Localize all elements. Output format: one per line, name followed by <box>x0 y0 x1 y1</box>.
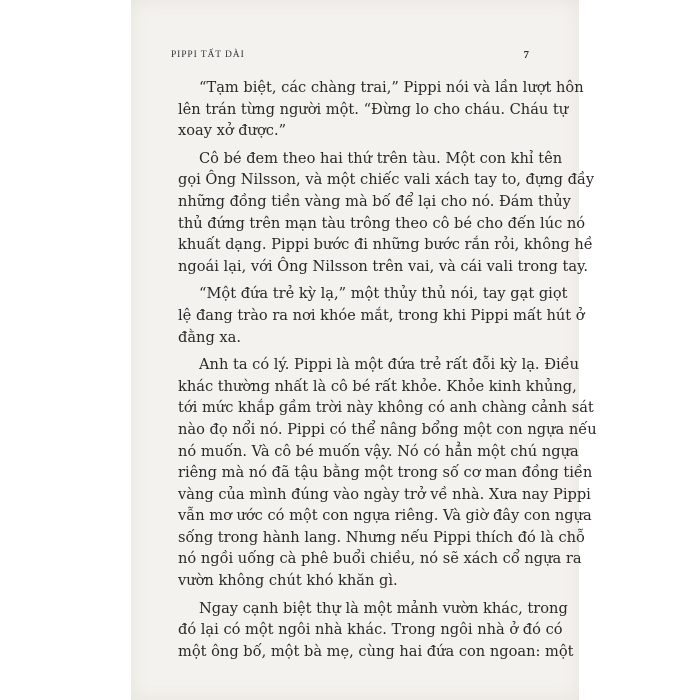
text-line: một ông bố, một bà mẹ, cùng hai đứa con ngoan: một <box>178 642 574 660</box>
paragraph-1 <box>178 77 584 142</box>
text-line: lệ đang trào ra nơi khóe mắt, trong khi Pippi mất hút ở <box>178 306 585 324</box>
text-line: riêng mà nó đã tậu bằng một trong số cơ man đồng tiền <box>178 464 593 482</box>
text-line: những đồng tiền vàng mà bố để lại cho nó. Đám thủy <box>178 192 571 210</box>
text-line: nào đọ nổi nó. Pippi có thể nâng bổng một con ngựa nếu <box>178 420 597 438</box>
text-line: lên trán từng người một. “Đừng lo cho cháu. Cháu tự <box>178 100 569 118</box>
text-line: Anh ta có lý. Pippi là một đứa trẻ rất đỗi kỳ lạ. Điều <box>199 356 580 374</box>
page-number: 7 <box>523 49 529 61</box>
paragraph-4 <box>178 354 597 592</box>
body-text <box>178 77 597 668</box>
paragraph-3 <box>178 283 585 348</box>
text-line: thủ đứng trên mạn tàu trông theo cô bé cho đến lúc nó <box>178 214 586 232</box>
text-line: ngoái lại, với Ông Nilsson trên vai, và cái vali trong tay. <box>178 257 589 275</box>
text-line: vẫn mơ ước có một con ngựa riêng. Và giờ đây con ngựa <box>178 507 592 525</box>
text-line: Cô bé đem theo hai thứ trên tàu. Một con khỉ tên <box>199 149 563 167</box>
text-line: khác thường nhất là cô bé rất khỏe. Khỏe kinh khủng, <box>178 377 577 395</box>
text-line: nó ngồi uống cà phê buổi chiều, nó sẽ xách cổ ngựa ra <box>178 550 582 568</box>
book-page <box>131 0 597 700</box>
text-line: sống trong hành lang. Nhưng nếu Pippi thích đó là chỗ <box>178 528 585 546</box>
text-line: nó muốn. Và cô bé muốn vậy. Nó có hẳn một chú ngựa <box>178 442 579 460</box>
text-line: đằng xa. <box>178 328 241 346</box>
running-head: PIPPI TẤT DÀI <box>171 50 245 60</box>
paragraph-2 <box>178 148 595 278</box>
text-line: đó lại có một ngôi nhà khác. Trong ngôi nhà ở đó có <box>178 621 563 639</box>
text-line: xoay xở được.” <box>178 122 287 140</box>
text-line: Ngay cạnh biệt thự là một mảnh vườn khác, trong <box>199 599 568 617</box>
text-line: khuất dạng. Pippi bước đi những bước rắn rỏi, không hề <box>178 236 593 254</box>
text-line: vườn không chút khó khăn gì. <box>178 572 398 590</box>
paragraph-5 <box>178 598 574 663</box>
text-line: gọi Ông Nilsson, và một chiếc vali xách tay to, đựng đầy <box>178 171 595 189</box>
text-line: vàng của mình đúng vào ngày trở về nhà. Xưa nay Pippi <box>178 485 591 503</box>
text-line: “Tạm biệt, các chàng trai,” Pippi nói và lần lượt hôn <box>199 79 584 96</box>
text-line: tới mức khắp gầm trời này không có anh chàng cảnh sát <box>178 399 594 417</box>
text-line: “Một đứa trẻ kỳ lạ,” một thủy thủ nói, tay gạt giọt <box>199 285 568 303</box>
